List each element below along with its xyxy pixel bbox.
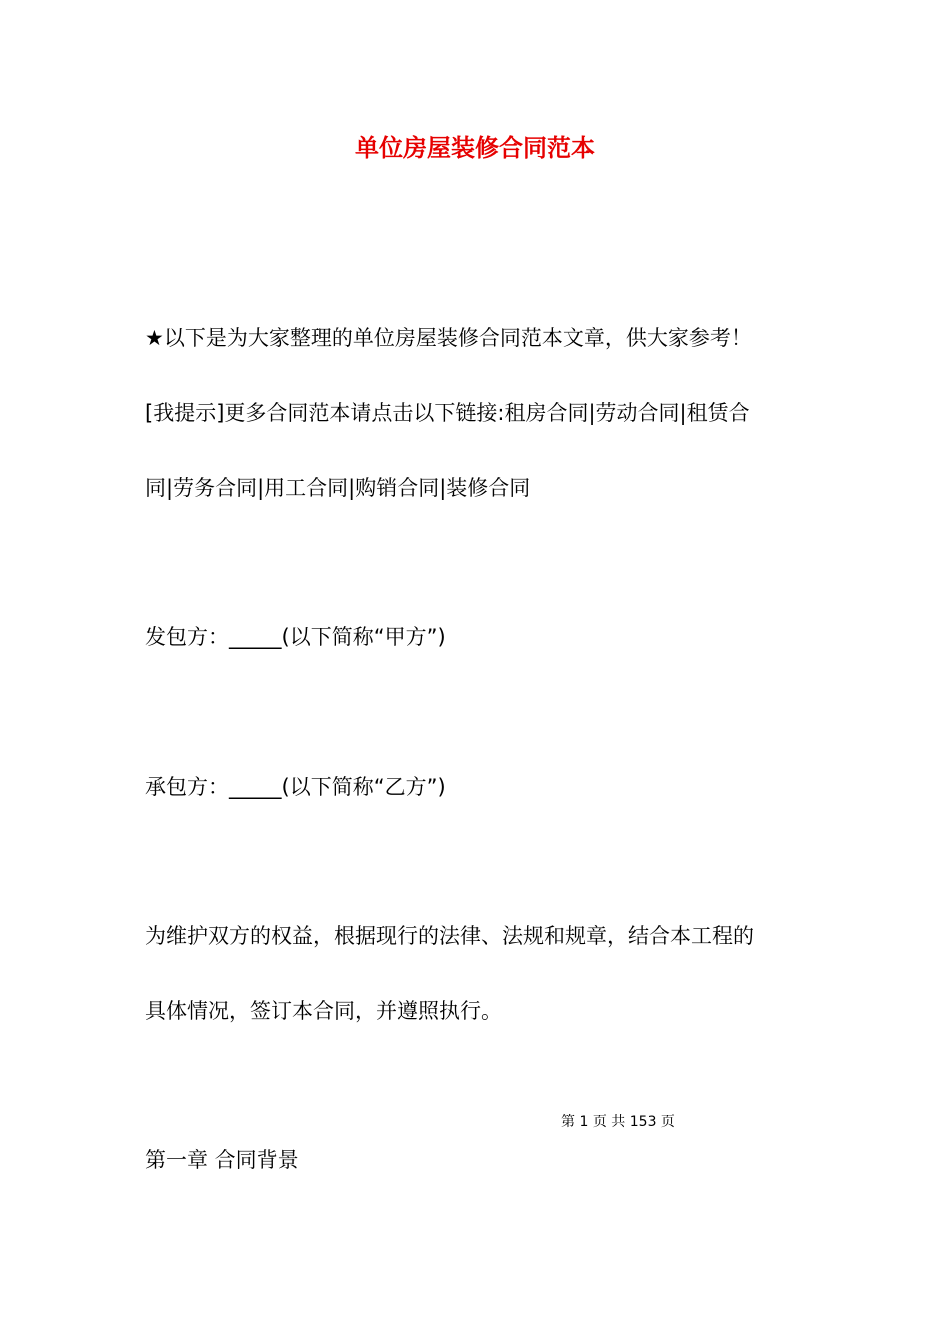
purpose-line-1: 为维护双方的权益，根据现行的法律、法规和规章，结合本工程的	[145, 924, 754, 948]
page-number-footer: 第 1 页 共 153 页	[561, 1114, 675, 1130]
tip-links-line-2: 同|劳务合同|用工合同|购销合同|装修合同	[145, 476, 531, 500]
document-title: 单位房屋装修合同范本	[355, 134, 595, 162]
purpose-line-2: 具体情况，签订本合同，并遵照执行。	[145, 999, 502, 1023]
party-b-line: 承包方：_____(以下简称“乙方”)	[145, 775, 446, 799]
party-a-line: 发包方：_____(以下简称“甲方”)	[145, 625, 446, 649]
tip-links-line-1: [我提示]更多合同范本请点击以下链接:租房合同|劳动合同|租赁合	[145, 401, 750, 425]
chapter-heading: 第一章 合同背景	[145, 1148, 299, 1172]
intro-paragraph: ★以下是为大家整理的单位房屋装修合同范本文章，供大家参考！	[145, 326, 752, 350]
